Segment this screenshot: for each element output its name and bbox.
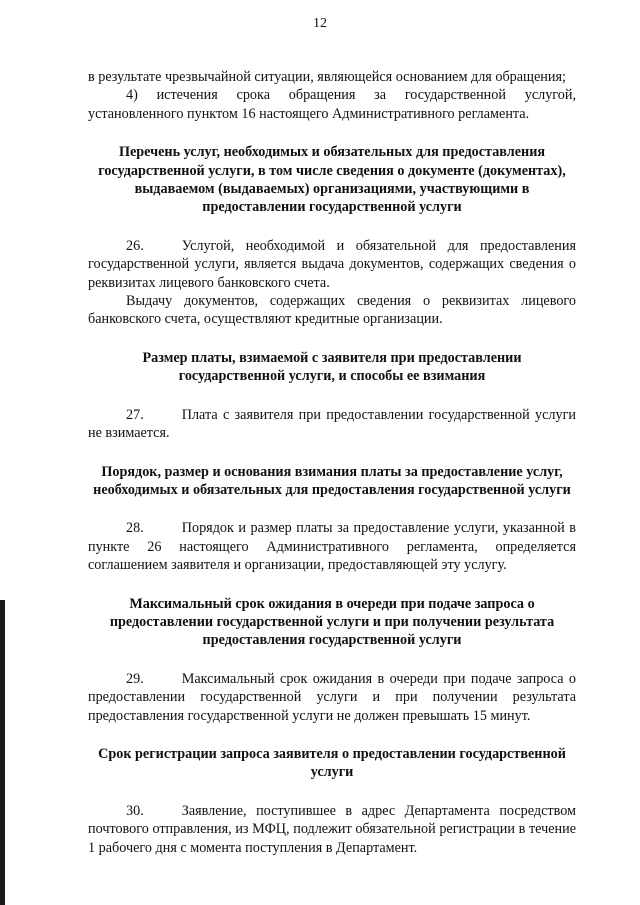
paragraph-26-continuation: Выдачу документов, содержащих сведения о реквизитах лицевого банковского счета, осуществляют кредитные организации. — [88, 293, 576, 328]
paragraph-28-number: 28. — [126, 520, 144, 537]
paragraph-29-text: Максимальный срок ожидания в очереди при подаче запроса о предоставлении государственной услуги и при получении результата предоставления государственной услуги не должен превышать 15 минут. — [88, 670, 576, 724]
paragraph-27 — [88, 406, 576, 443]
paragraph-26-number: 26. — [126, 237, 144, 254]
section-heading-fee-size: Размер платы, взимаемой с заявителя при предоставлении государственной услуги, и способы ее взимания — [142, 349, 522, 385]
document-body — [88, 68, 576, 857]
paragraph-26 — [88, 237, 576, 292]
paragraph-30 — [88, 802, 576, 857]
section-heading-services-list: Перечень услуг, необходимых и обязательных для предоставления государственной услуги, в том числе сведения о документе (документах), выдаваемом (выдаваемых) организациями, участвующими в предоставлении государственной услуги — [98, 144, 566, 216]
page-number: 12 — [313, 16, 327, 31]
paragraph-29-number: 29. — [126, 670, 144, 687]
section-heading-registration-time: Срок регистрации запроса заявителя о предоставлении государственной услуги — [98, 745, 566, 781]
paragraph-28 — [88, 519, 576, 574]
paragraph-30-text: Заявление, поступившее в адрес Департамента посредством почтового отправления, из МФЦ, подлежит обязательной регистрации в течение 1 рабочего дня с момента поступления в Департамент. — [88, 802, 576, 856]
section-heading-fee-order: Порядок, размер и основания взимания платы за предоставление услуг, необходимых и обязательных для предоставления государственной услуги — [93, 463, 571, 498]
paragraph-26-text: Услугой, необходимой и обязательной для предоставления государственной услуги, является выдача документов, содержащих сведения о реквизитах лицевого банковского счета. — [88, 237, 576, 291]
section-heading-queue-time: Максимальный срок ожидания в очереди при подаче запроса о предоставлении государственной услуги и при получении результата предоставления государственной услуги — [109, 595, 555, 649]
paragraph-continuation: в результате чрезвычайной ситуации, являющейся основанием для обращения; — [88, 69, 566, 85]
paragraph-28-text: Порядок и размер платы за предоставление услуги, указанной в пункте 26 настоящего Административного регламента, определяется соглашением заявителя и организации, предоставляющей эту услугу. — [88, 520, 576, 574]
paragraph-item-4: 4) истечения срока обращения за государственной услугой, установленного пунктом 16 настоящего Административного регламента. — [88, 87, 576, 122]
paragraph-27-number: 27. — [126, 406, 144, 423]
paragraph-27-text: Плата с заявителя при предоставлении государственной услуги не взимается. — [88, 406, 576, 442]
paragraph-29 — [88, 670, 576, 725]
scan-edge-mark — [0, 600, 5, 905]
paragraph-30-number: 30. — [126, 802, 144, 819]
